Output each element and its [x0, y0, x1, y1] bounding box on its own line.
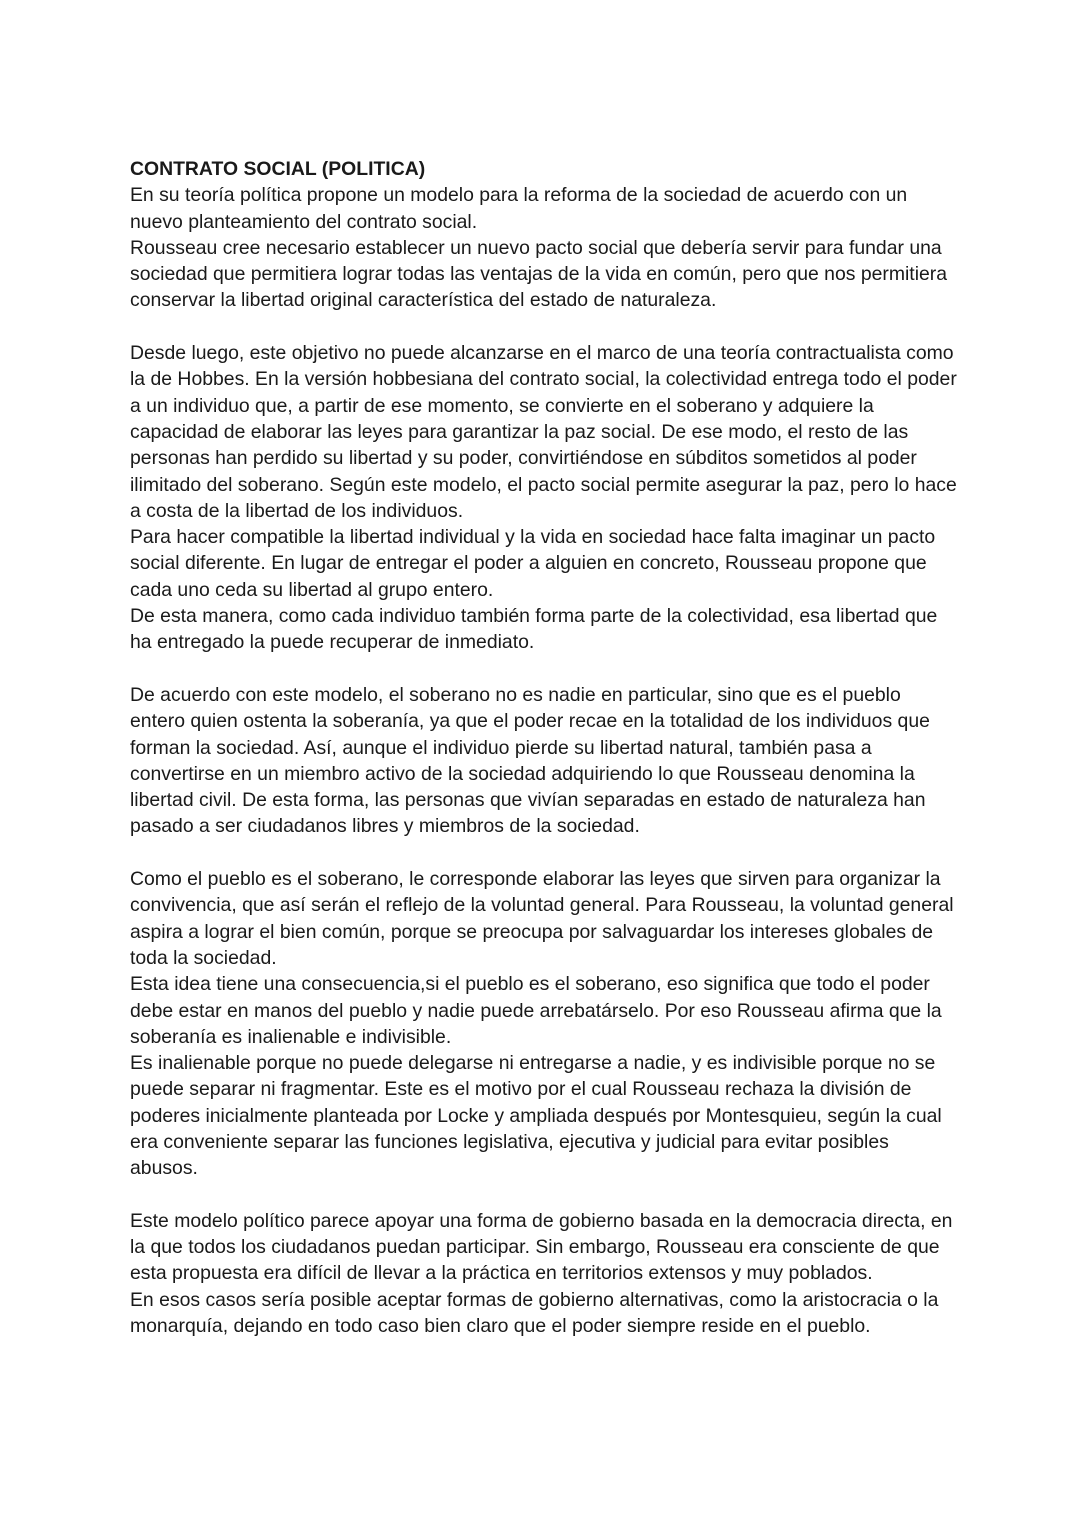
- paragraph-consequence: Esta idea tiene una consecuencia,si el pueblo es el soberano, eso significa que todo el poder debe estar en manos del pueblo y nadie puede arrebatárselo. Por eso Rousseau afirma que la soberanía es inalienable e indivisible.: [130, 973, 942, 1048]
- paragraph-spacer: [130, 840, 960, 866]
- paragraph-compatible: Para hacer compatible la libertad individual y la vida en sociedad hace falta imaginar un pacto social diferente. En lugar de entregar el poder a alguien en concreto, Rousseau propone que cada uno ceda su libertad al grupo entero.: [130, 526, 936, 601]
- paragraph-recover-liberty: De esta manera, como cada individuo también forma parte de la colectividad, esa libertad que ha entregado la puede recuperar de inmediato.: [130, 605, 938, 654]
- paragraph-hobbes: Desde luego, este objetivo no puede alcanzarse en el marco de una teoría contractualista como la de Hobbes. En la versión hobbesiana del contrato social, la colectividad entrega todo el poder a un individuo que, a partir de ese momento, se convierte en el soberano y adquiere la capacidad de elaborar las leyes para garantizar la paz social. De ese modo, el resto de las personas han perdido su libertad y su poder, convirtiéndose en súbditos sometidos al poder ilimitado del soberano. Según este modelo, el pacto social permite asegurar la paz, pero lo hace a costa de la libertad de los individuos.: [130, 342, 957, 522]
- paragraph-spacer: [130, 656, 960, 682]
- paragraph-intro-1: En su teoría política propone un modelo para la reforma de la sociedad de acuerdo con un nuevo planteamiento del contrato social.: [130, 184, 908, 233]
- paragraph-spacer: [130, 1182, 960, 1208]
- paragraph-sovereign-people: De acuerdo con este modelo, el soberano no es nadie en particular, sino que es el pueblo entero quien ostenta la soberanía, ya que el poder recae en la totalidad de los individuos que forman la sociedad. Así, aunque el individuo pierde su libertad natural, también pasa a convertirse en un miembro activo de la sociedad adquiriendo lo que Rousseau denomina la libertad civil. De esta forma, las personas que vivían separadas en estado de naturaleza han pasado a ser ciudadanos libres y miembros de la sociedad.: [130, 683, 930, 838]
- paragraph-alternatives: En esos casos sería posible aceptar formas de gobierno alternativas, como la aristocracia o la monarquía, dejando en todo caso bien claro que el poder siempre reside en el pueblo.: [130, 1288, 939, 1338]
- document-title: CONTRATO SOCIAL (POLITICA): [130, 158, 426, 180]
- paragraph-general-will: Como el pueblo es el soberano, le corresponde elaborar las leyes que sirven para organizar la convivencia, que así serán el reflejo de la voluntad general. Para Rousseau, la voluntad general aspira a lograr el bien común, porque se preocupa por salvaguardar los intereses globales de toda la sociedad.: [130, 868, 954, 969]
- paragraph-intro-2: Rousseau cree necesario establecer un nuevo pacto social que debería servir para fundar una sociedad que permitiera lograr todas las ventajas de la vida en común, pero que nos permitiera conservar la libertad original característica del estado de naturaleza.: [130, 236, 948, 312]
- paragraph-inalienable: Es inalienable porque no puede delegarse ni entregarse a nadie, y es indivisible porque no se puede separar ni fragmentar. Este es el motivo por el cual Rousseau rechaza la división de poderes inicialmente planteada por Locke y ampliada después por Montesquieu, según la cual era conveniente separar las funciones legislativa, ejecutiva y judicial para evitar posibles abusos.: [130, 1052, 942, 1180]
- paragraph-spacer: [130, 314, 960, 340]
- paragraph-direct-democracy: Este modelo político parece apoyar una forma de gobierno basada en la democracia directa, en la que todos los ciudadanos puedan participar. Sin embargo, Rousseau era consciente de que esta propuesta era difícil de llevar a la práctica en territorios extensos y muy poblados.: [130, 1209, 953, 1285]
- document-page: [130, 156, 960, 1339]
